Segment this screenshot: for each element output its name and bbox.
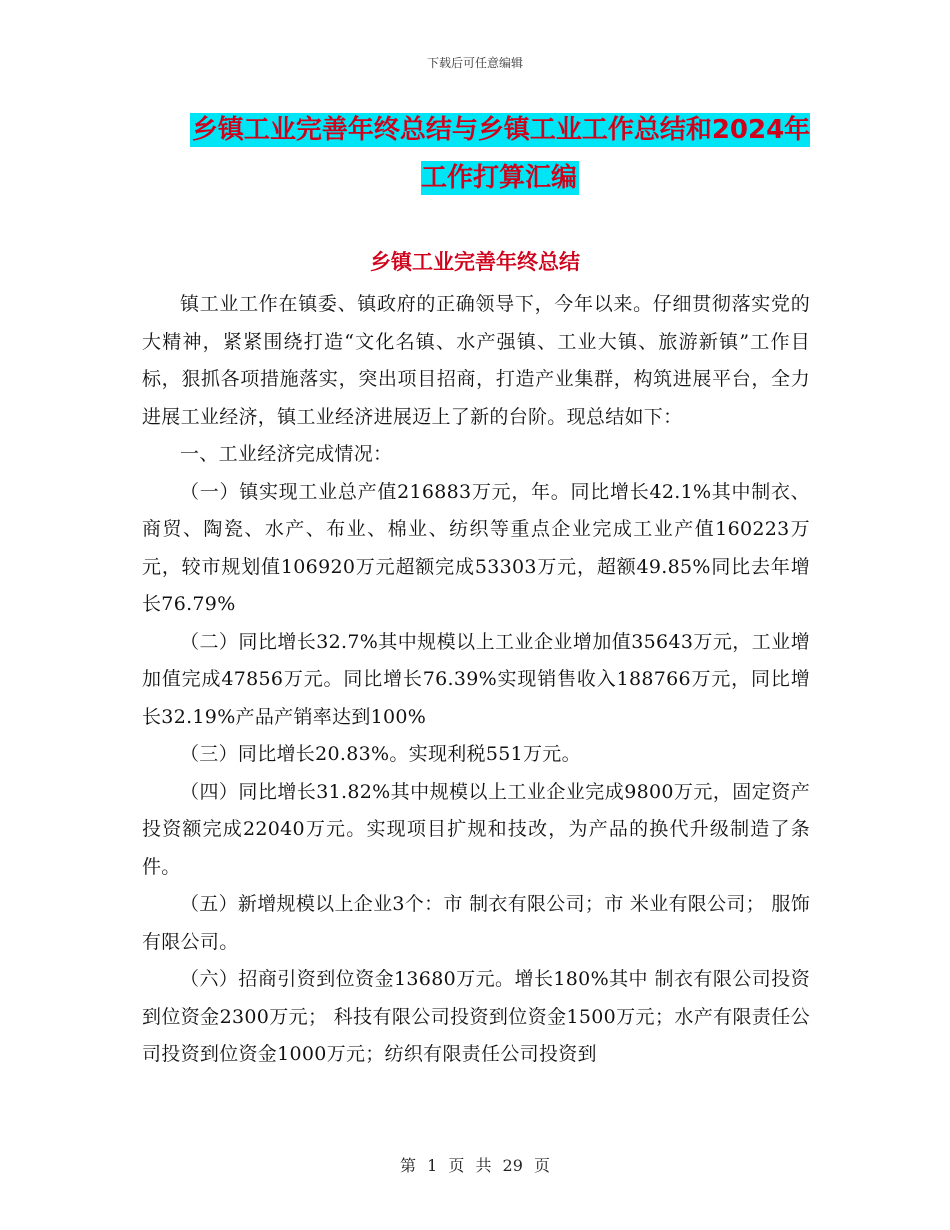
paragraph: （三）同比增长20.83%。实现利税551万元。 xyxy=(180,743,581,765)
paragraph: （四）同比增长31.82%其中规模以上工业企业完成9800万元，固定资产投资额完成22040万元。实现项目扩规和技改，为产品的换代升级制造了条件。 xyxy=(142,780,810,878)
paragraph: 一、工业经济完成情况： xyxy=(180,443,393,465)
document-title xyxy=(180,106,820,202)
paragraph: 镇工业工作在镇委、镇政府的正确领导下，今年以来。仔细贯彻落实党的大精神，紧紧围绕打造“文化名镇、水产强镇、工业大镇、旅游新镇”工作目标，狠抓各项措施落实，突出项目招商，打造产业集群，构筑进展平台，全力进展工业经济，镇工业经济进展迈上了新的台阶。现总结如下： xyxy=(142,293,810,428)
document-title-text: 乡镇工业完善年终总结与乡镇工业工作总结和2024年工作打算汇编 xyxy=(191,115,811,193)
header-note: 下载后可任意编辑 xyxy=(426,56,523,70)
paragraph: （二）同比增长32.7%其中规模以上工业企业增加值35643万元，工业增加值完成47856万元。同比增长76.39%实现销售收入188766万元，同比增长32.19%产品产销率达到100% xyxy=(142,630,810,728)
section-title: 乡镇工业完善年终总结 xyxy=(370,250,580,274)
paragraph: （六）招商引资到位资金13680万元。增长180%其中 制衣有限公司投资到位资金2300万元； 科技有限公司投资到位资金1500万元；水产有限责任公司投资到位资金1000万元；纺织有限责任公司投资到 xyxy=(142,968,810,1065)
paragraph: （五）新增规模以上企业3个：市 制衣有限公司；市 米业有限公司； 服饰有限公司。 xyxy=(142,893,810,953)
body-text xyxy=(142,286,810,1074)
paragraph: （一）镇实现工业总产值216883万元，年。同比增长42.1%其中制衣、商贸、陶瓷、水产、布业、棉业、纺织等重点企业完成工业产值160223万元，较市规划值106920万元超额完成53303万元，超额49.85%同比去年增长76.79% xyxy=(142,480,810,615)
page-number: 第 1 页 共 29 页 xyxy=(400,1156,550,1175)
